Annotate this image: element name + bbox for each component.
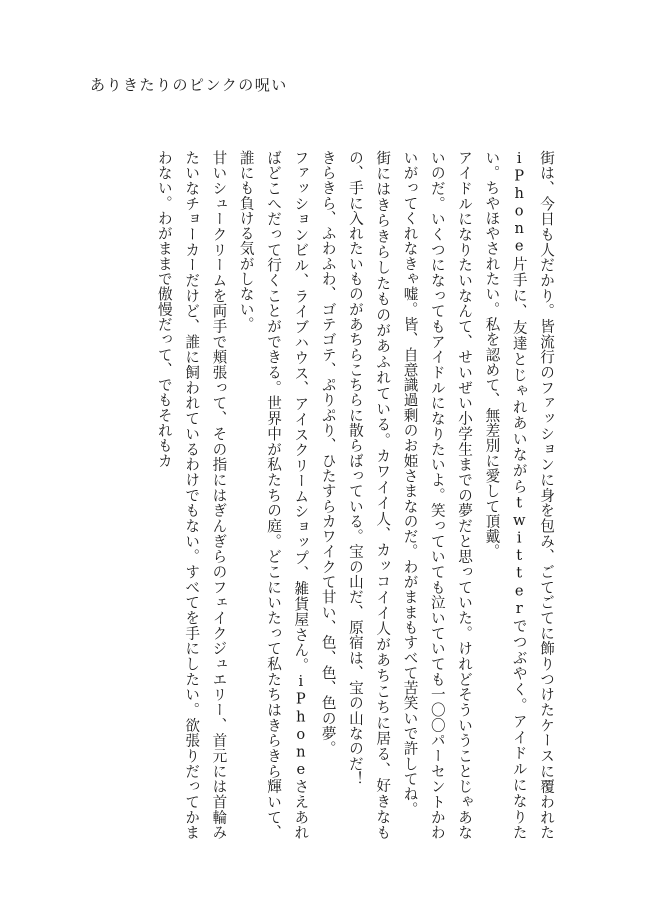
paragraph: 甘いシュークリームを両手で頬張って、その指にはぎんぎらのフェイクジュエリー、首元には首輪みたいなチョーカーだけど、誰に飼われているわけでもない。すべてを手にしたい。欲張りだってかまわない。わがままで傲慢だって、でもそれもカ (155, 150, 228, 840)
paragraph: アイドルになりたいなんて、せいぜい小学生までの夢だと思っていた。けれどそういうことじゃあないのだ。いくつになってもアイドルになりたいよ。笑っていても泣いていても一〇〇パーセントかわいがってくれなきゃ嘘。皆、自意識過剰のお姫さまなのだ。わがままもすべて苦笑いで許してね。 (401, 150, 474, 840)
paragraph: ファッションビル、ライブハウス、アイスクリームショップ、雑貨屋さん。iPhoneさえあればどこへだって行くことができる。世界中が私たちの庭。どこにいたって私たちはきらきら輝いて、誰にも負ける気がしない。 (237, 150, 310, 840)
page-title: ありきたりのピンクの呪い (90, 76, 288, 94)
paragraph: きらきら、ふわふわ、ゴテゴテ、ぷりぷり、ひたすらカワイクて甘い、色、色、色の夢。 (319, 150, 337, 756)
paragraph: 街は、今日も人だかり。皆流行のファッションに身を包み、ごてごてに飾りつけたケースに覆われたiPhone片手に、友達とじゃれあいながらtwitterでつぶやく。アイドルになりたい。ちやほやされたい。私を認めて、無差別に愛して頂戴。 (483, 150, 555, 840)
paragraph: 街にはきらきらしたものがあふれている。カワイイ人、カッコイイ人があちこちに居る、好きなもの、手に入れたいものがあちらこちらに散らばっている。宝の山だ、原宿は、宝の山なのだ！ (346, 150, 392, 840)
body-text (90, 150, 560, 840)
